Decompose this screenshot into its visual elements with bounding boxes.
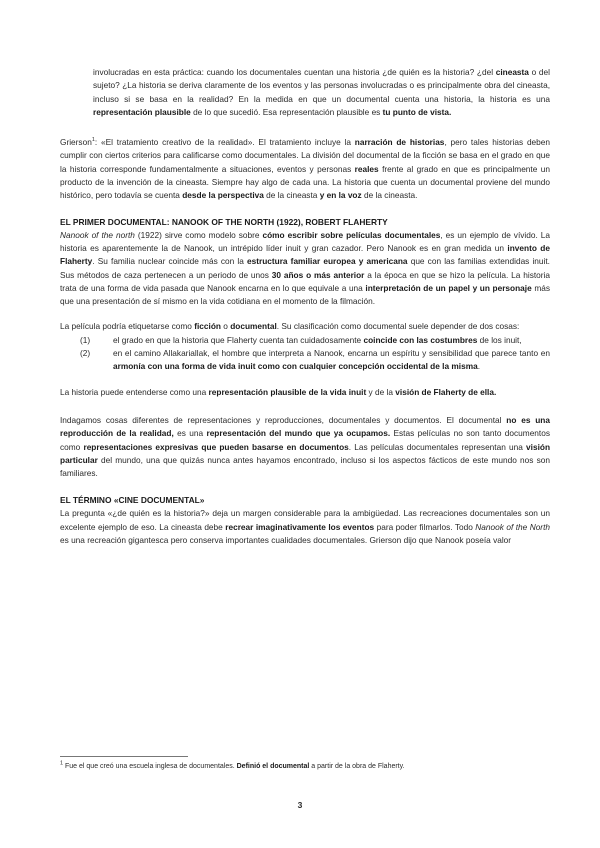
quote-paragraph: involucradas en esta práctica: cuando los documentales cuentan una historia ¿de quién es la historia? ¿del cineasta o del sujeto? ¿La historia se deriva claramente de los eventos y las personas involucradas o es principalmente obra del cineasta, incluso si se basa en la realidad? En la medida en que un documental cuenta una historia, la historia es una representación plausible de lo que sucedió. Esa representación plausible es tu punto de vista.: [93, 67, 550, 117]
page-body: [60, 66, 550, 547]
footnote: $^1$ Fue el que creó una escuela inglesa de documentales. Definió el documental a partir de la obra de Flaherty.: [60, 760, 405, 770]
list-item: (1) el grado en que la historia que Flaherty cuenta tan cuidadosamente coincide con las costumbres de los inuit,: [80, 334, 522, 345]
plausible-representation-paragraph: La historia puede entenderse como una representación plausible de la vida inuit y de la visión de Flaherty de ella.: [60, 386, 497, 397]
footnote-divider: [60, 756, 188, 757]
grierson-paragraph: Grierson$^1$: «El tratamiento creativo de la realidad». El tratamiento incluye la narración de historias, pero tales historias deben cumplir con ciertos criterios para calificarse como documentales. La división del documental de la ficción se basa en el grado en que la historia corresponde fundamentalmente a situaciones, eventos y personas reales frente al grado en que es principalmente un producto de la invención de la cineasta. Siempre hay algo de cada una. La historia que cuenta un documental proviene del mundo histórico, pero todavía se cuenta desde la perspectiva de la cineasta y en la voz de la cineasta.: [60, 137, 551, 201]
section-heading-cine-documental: EL TÉRMINO «CINE DOCUMENTAL»: [60, 495, 205, 506]
classification-paragraph: La película podría etiquetarse como ficción o documental. Su clasificación como documental suele depender de dos cosas:: [60, 321, 520, 332]
representation-paragraph: Indagamos cosas diferentes de representaciones y reproducciones, documentales y documentos. El documental no es una reproducción de la realidad, es una representación del mundo que ya ocupamos. Estas películas no son tanto documentos como representaciones expresivas que pueden basarse en documentos. Las películas documentales representan una visión particular del mundo, una que quizás nunca antes hayamos encontrado, incluso si los aspectos fácticos de este mundo nos son familiares.: [60, 414, 551, 479]
list-item: (2) en el camino Allakariallak, el hombre que interpreta a Nanook, encarna un espíritu y sensibilidad que parece tanto en armonía con una forma de vida inuit como con cualquier concepción occidental de la misma.: [80, 348, 550, 372]
criteria-list: [60, 334, 550, 374]
section-heading-nanook: EL PRIMER DOCUMENTAL: NANOOK OF THE NORTH (1922), ROBERT FLAHERTY: [60, 216, 388, 227]
nanook-paragraph: Nanook of the north (1922) sirve como modelo sobre cómo escribir sobre películas documentales, es un ejemplo de vívido. La historia es aparentemente la de Nanook, un intrépido líder inuit y gran cazador. Pero Nanook es en gran medida un invento de Flaherty. Su familia nuclear coincide más con la estructura familiar europea y americana que con las familias extendidas inuit. Sus métodos de caza pertenecen a un periodo de unos 30 años o más anterior a la época en que se hizo la película. La historia trata de una forma de vida pasada que Nanook encarna en lo que equivale a una interpretación de un papel y un personaje más que una presentación de sí mismo en la vida cotidiana en el momento de la filmación.: [60, 229, 550, 307]
page-number: 3: [297, 800, 303, 810]
ambiguity-paragraph: La pregunta «¿de quién es la historia?» deja un margen considerable para la ambigüedad. Las recreaciones documentales son un excelente ejemplo de eso. La cineasta debe recrear imaginativamente los eventos para poder filmarlos. Todo Nanook of the North es una recreación gigantesca pero conserva importantes cualidades documentales. Grierson dijo que Nanook poseía valor: [60, 508, 550, 546]
footnote-ref[interactable]: 1: [91, 137, 95, 144]
